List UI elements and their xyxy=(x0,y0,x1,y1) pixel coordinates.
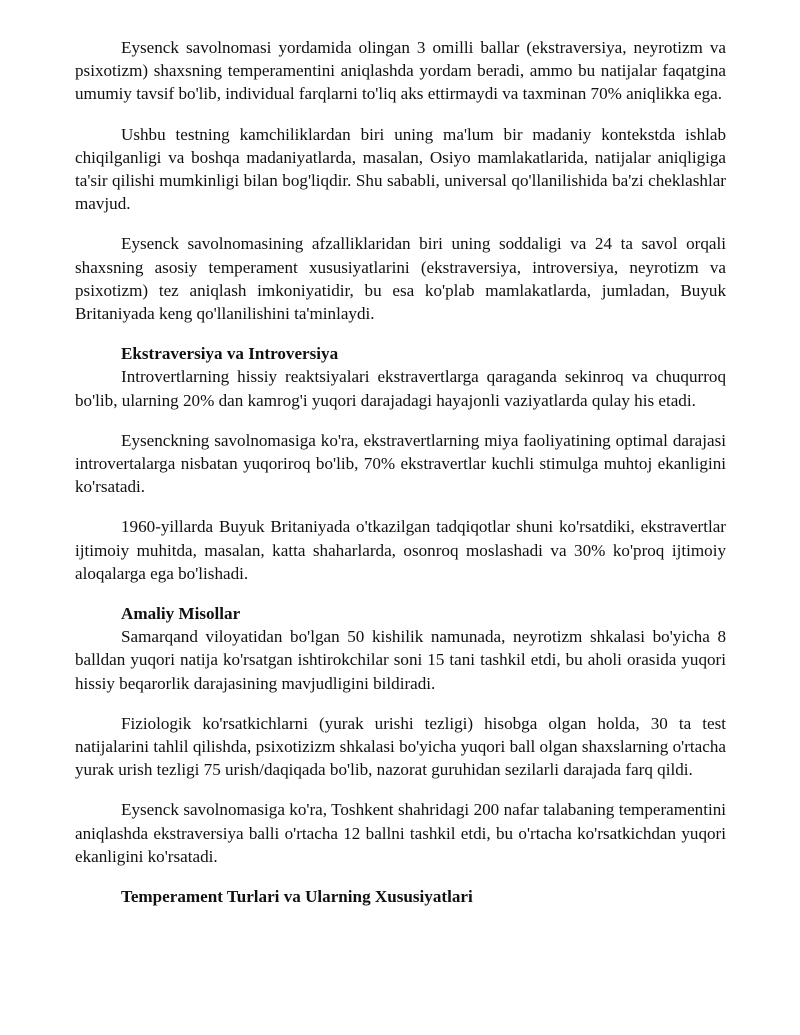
document-page xyxy=(75,36,726,908)
section-heading-temperament-types: Temperament Turlari va Ularning Xususiyatlari xyxy=(121,887,473,907)
paragraph-6: 1960-yillarda Buyuk Britaniyada o'tkazilgan tadqiqotlar shuni ko'rsatdiki, ekstravertlar ijtimoiy muhitda, masalan, katta shaharlarda, osonroq moslashadi va 30% ko'proq ijtimoiy aloqalarga ega bo'lishadi. xyxy=(75,517,726,583)
paragraph-1: Eysenck savolnomasi yordamida olingan 3 omilli ballar (ekstraversiya, neyrotizm va psixotizm) shaxsning temperamentini aniqlashda yordam beradi, ammo bu natijalar faqatgina umumiy tavsif bo'lib, individual farqlarni to'liq aks ettirmaydi va taxminan 70% aniqlikka ega. xyxy=(75,38,726,104)
paragraph-3: Eysenck savolnomasining afzalliklaridan biri uning soddaligi va 24 ta savol orqali shaxsning asosiy temperament xususiyatlarini (ekstraversiya, introversiya, neyrotizm va psixotizm) tez aniqlash imkoniyatidir, bu esa ko'plab mamlakatlarda, jumladan, Buyuk Britaniyada keng qo'llanilishini ta'minlaydi. xyxy=(75,234,726,324)
section-heading-extraversion: Ekstraversiya va Introversiya xyxy=(121,344,339,364)
paragraph-8: Fiziologik ko'rsatkichlarni (yurak urishi tezligi) hisobga olgan holda, 30 ta test natijalarini tahlil qilishda, psixotizizm shkalasi bo'yicha yuqori ball olgan shaxslarning o'rtacha yurak urish tezligi 75 urish/daqiqada bo'lib, nazorat guruhidan sezilarli darajada farq qildi. xyxy=(75,713,726,780)
section-heading-practical-examples: Amaliy Misollar xyxy=(121,604,241,624)
paragraph-9: Eysenck savolnomasiga ko'ra, Toshkent shahridagi 200 nafar talabaning temperamentini aniqlashda ekstraversiya balli o'rtacha 12 ballni tashkil etdi, bu o'rtacha ko'rsatkichdan yuqori ekanligini ko'rsatadi. xyxy=(75,800,726,866)
paragraph-7: Samarqand viloyatidan bo'lgan 50 kishilik namunada, neyrotizm shkalasi bo'yicha 8 balldan yuqori natija ko'rsatgan ishtirokchilar soni 15 tani tashkil etdi, bu aholi orasida yuqori hissiy beqarorlik darajasining mavjudligini bildiradi. xyxy=(75,627,726,693)
paragraph-5: Eysenckning savolnomasiga ko'ra, ekstravertlarning miya faoliyatining optimal darajasi introvertalarga nisbatan yuqoriroq bo'lib, 70% ekstravertlar kuchli stimulga muhtoj ekanligini ko'rsatadi. xyxy=(75,430,726,497)
paragraph-4: Introvertlarning hissiy reaktsiyalari ekstravertlarga qaraganda sekinroq va chuqurroq bo'lib, ularning 20% dan kamrog'i yuqori darajadagi hayajonli vaziyatlarda qulay his etadi. xyxy=(75,367,726,410)
paragraph-2: Ushbu testning kamchiliklardan biri uning ma'lum bir madaniy kontekstda ishlab chiqilganligi va boshqa madaniyatlarda, masalan, Osiyo mamlakatlarida, natijalar aniqligiga ta'sir qilishi mumkinligi bilan bog'liqdir. Shu sababli, universal qo'llanilishida ba'zi cheklashlar mavjud. xyxy=(75,124,726,214)
